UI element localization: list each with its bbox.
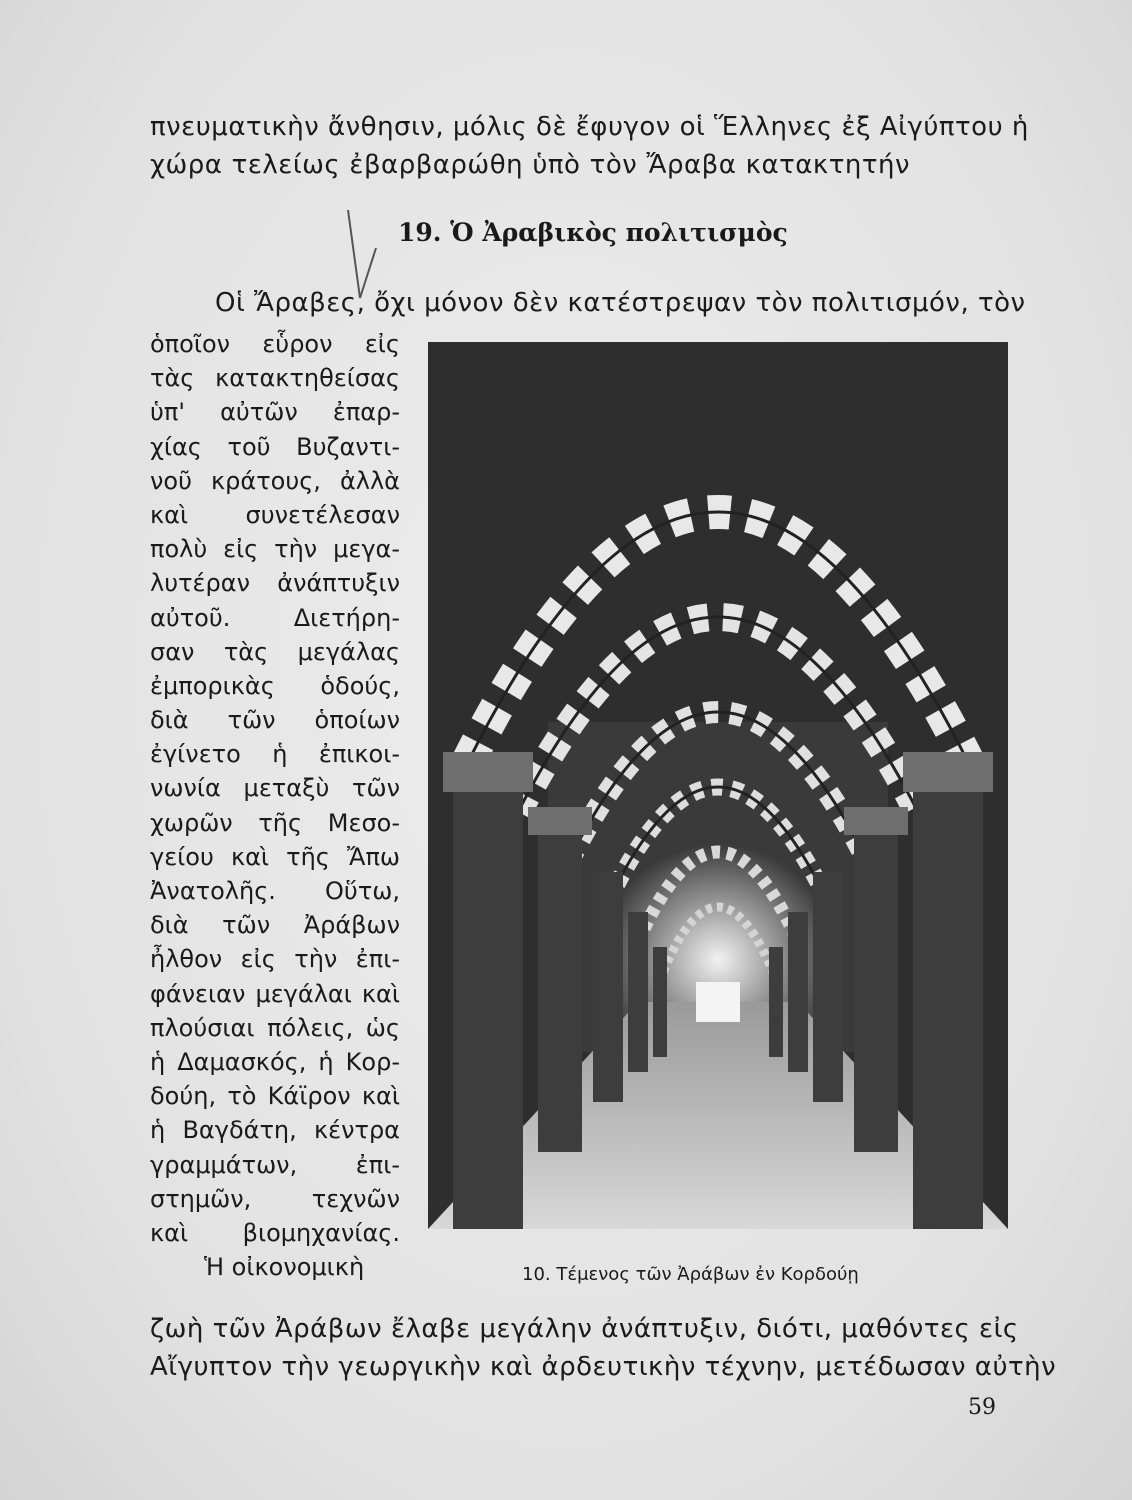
column-line: τὰς κατακτηθείσας (150, 364, 400, 393)
text-column (150, 327, 400, 1284)
page-number: 59 (968, 1395, 996, 1420)
column-line: πολὺ εἰς τὴν μεγα- (150, 535, 400, 564)
column-line: διὰ τῶν Ἀράβων (150, 911, 400, 940)
body-line-after-1: ζωὴ τῶν Ἀράβων ἔλαβε μεγάλην ἀνάπτυξιν, διότι, μαθόντες εἰς (150, 1314, 1019, 1344)
column-line: καὶ βιομηχανίας. (150, 1218, 400, 1247)
section-heading: 19. Ὁ Ἀραβικὸς πολιτισμὸς (398, 218, 788, 247)
column-line: ἐμπορικὰς ὁδούς, (150, 671, 400, 700)
column-line: ἡ Δαμασκός, ἡ Κορ- (150, 1047, 400, 1076)
column-line: νοῦ κράτους, ἀλλὰ (150, 466, 400, 495)
body-line-after-2: Αἴγυπτον τὴν γεωργικὴν καὶ ἀρδευτικὴν τέχνην, μετέδωσαν αὐτὴν (150, 1352, 1057, 1382)
column-line: αὐτοῦ. Διετήρη- (150, 603, 400, 632)
column-line: ὁποῖον εὗρον εἰς (150, 330, 400, 358)
column-line: Ἡ οἰκονομικὴ (204, 1253, 365, 1282)
column-line: χωρῶν τῆς Μεσο- (150, 808, 400, 837)
column-line: δούη, τὸ Κάϊρον καὶ (150, 1082, 400, 1111)
column-line: χίας τοῦ Βυζαντι- (150, 432, 400, 461)
figure-caption: 10. Τέμενος τῶν Ἀράβων ἐν Κορδούῃ (522, 1264, 859, 1285)
column-line: ἦλθον εἰς τὴν ἐπι- (150, 945, 400, 974)
column-line: Ἀνατολῆς. Οὕτω, (150, 877, 400, 905)
column-line: ὑπ' αὐτῶν ἐπαρ- (150, 398, 400, 427)
column-line: καὶ συνετέλεσαν (150, 500, 400, 529)
column-line: γείου καὶ τῆς Ἄπω (150, 842, 400, 871)
column-line: ἐγίνετο ἡ ἐπικοι- (150, 740, 400, 769)
mosque-photograph (428, 342, 1008, 1229)
column-line: πλούσιαι πόλεις, ὡς (150, 1013, 400, 1042)
column-line: λυτέραν ἀνάπτυξιν (150, 569, 400, 598)
body-line-2: χώρα τελείως ἐβαρβαρώθη ὑπὸ τὸν Ἄραβα κατακτητήν (150, 150, 910, 180)
body-line-1: πνευματικὴν ἄνθησιν, μόλις δὲ ἔφυγον οἱ Ἕλληνες ἐξ Αἰγύπτου ἡ (150, 112, 1029, 142)
column-line: σαν τὰς μεγάλας (150, 637, 400, 666)
column-line: στημῶν, τεχνῶν (150, 1184, 400, 1213)
column-line: ἡ Βαγδάτη, κέντρα (150, 1116, 400, 1145)
column-line: νωνία μεταξὺ τῶν (150, 774, 400, 803)
column-line: φάνειαν μεγάλαι καὶ (150, 979, 400, 1008)
column-line: διὰ τῶν ὁποίων (150, 706, 400, 735)
intro-line: Οἱ Ἄραβες, ὄχι μόνον δὲν κατέστρεψαν τὸν πολιτισμόν, τὸν (215, 288, 1026, 318)
column-line: γραμμάτων, ἐπι- (150, 1150, 400, 1179)
